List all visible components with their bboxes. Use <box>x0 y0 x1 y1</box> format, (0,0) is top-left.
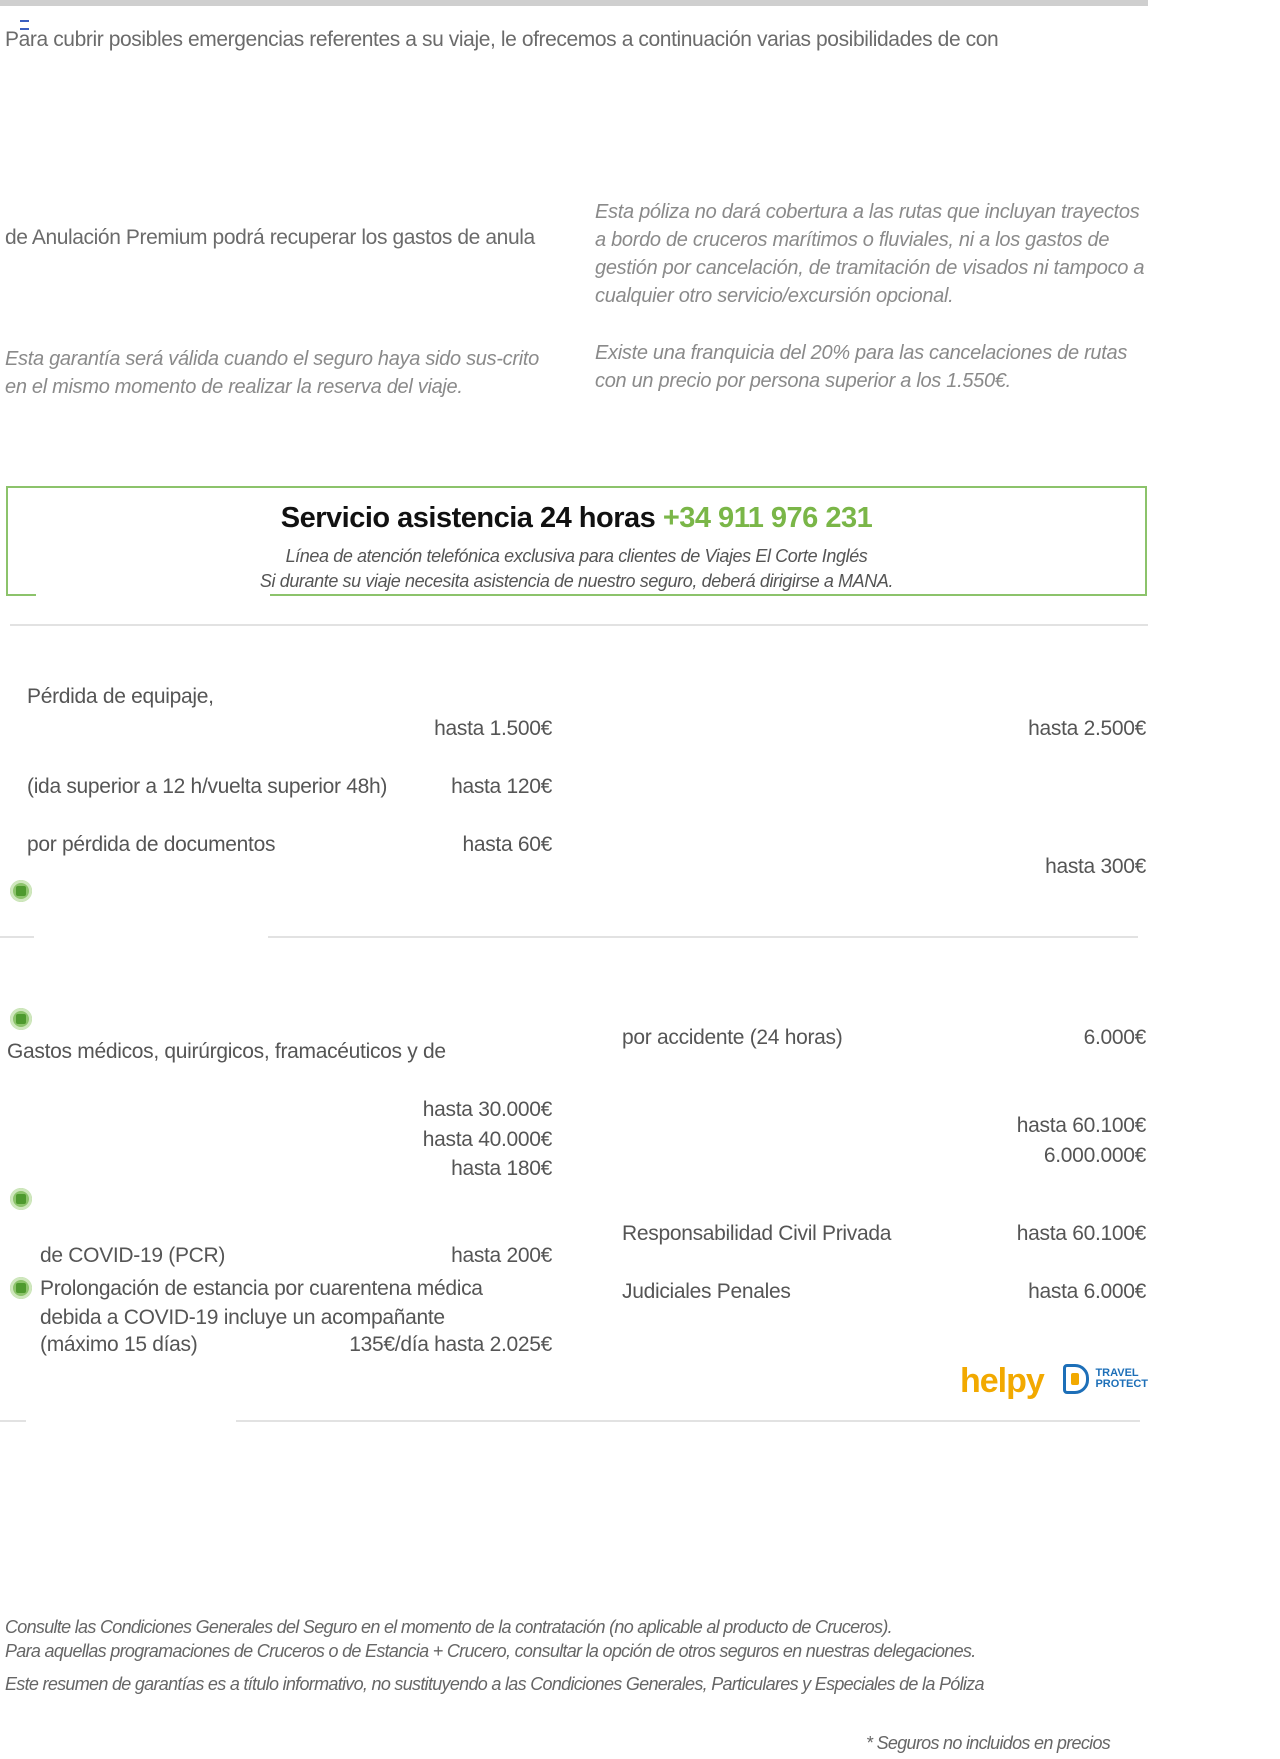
penal-value: hasta 6.000€ <box>1028 1280 1146 1303</box>
assistance-box-gap <box>36 594 270 600</box>
medical-value-3: hasta 180€ <box>451 1157 552 1180</box>
section-divider-2-gap <box>34 933 268 941</box>
travel-protect-text-1: TRAVEL <box>1095 1367 1139 1379</box>
intro-text: Para cubrir posibles emergencias referentes a su viaje, le ofrecemos a continuación varias posibilidades de con <box>5 28 999 51</box>
luggage-right-value-2: hasta 300€ <box>1045 855 1146 878</box>
covid-pcr-label: de COVID-19 (PCR) <box>40 1244 226 1267</box>
shield-icon <box>10 1277 32 1299</box>
accident-value: 6.000€ <box>1083 1026 1146 1049</box>
civil-liability-value: hasta 60.100€ <box>1016 1222 1146 1245</box>
quarantine-value: 135€/día hasta 2.025€ <box>349 1333 552 1356</box>
accident-value-2: hasta 60.100€ <box>1016 1114 1146 1137</box>
luggage-delay-value: hasta 120€ <box>451 775 552 798</box>
luggage-delay-label: (ida superior a 12 h/vuelta superior 48h) <box>27 775 388 798</box>
assistance-box <box>6 486 1147 596</box>
medical-expenses-label: Gastos médicos, quirúrgicos, framacéuticos y de <box>7 1040 446 1063</box>
footer-line-1: Consulte las Condiciones Generales del Seguro en el momento de la contratación (no aplicable al producto de Cruceros). <box>5 1617 892 1637</box>
penal-label: Judiciales Penales <box>622 1280 791 1303</box>
footer-line-3: Este resumen de garantías es a título informativo, no sustituyendo a las Condiciones Generales, Particulares y Especiales de la Póliza <box>5 1674 984 1694</box>
medical-value-1: hasta 30.000€ <box>422 1098 552 1121</box>
medical-value-2: hasta 40.000€ <box>422 1128 552 1151</box>
helpy-logo: helpy <box>960 1362 1044 1400</box>
cancellation-line: de Anulación Premium podrá recuperar los gastos de anula <box>5 226 535 249</box>
top-rule <box>0 0 1148 6</box>
shield-icon <box>10 1008 32 1030</box>
shield-icon <box>10 1188 32 1210</box>
quarantine-label: Prolongación de estancia por cuarentena médica debida a COVID-19 incluye un acompañante <box>40 1277 483 1329</box>
footer-line-2: Para aquellas programaciones de Cruceros o de Estancia + Crucero, consultar la opción de otros seguros en nuestras delegaciones. <box>5 1641 976 1661</box>
cancellation-exclusion: Esta póliza no dará cobertura a las rutas que incluyan trayectos a bordo de cruceros marítimos o fluviales, ni a los gastos de gestión por cancelación, de tramitación de visados ni tampoco a cualquier otro servicio/excursión opcional. <box>595 201 1145 307</box>
accident-value-3: 6.000.000€ <box>1043 1144 1146 1167</box>
luggage-right-value-1: hasta 2.500€ <box>1028 717 1146 740</box>
assistance-line-2: Si durante su viaje necesita asistencia de nuestro seguro, deberá dirigirse a MANA. <box>259 571 894 591</box>
assistance-title <box>8 502 1145 535</box>
luggage-loss-label: Pérdida de equipaje, <box>27 685 214 708</box>
covid-pcr-value: hasta 200€ <box>451 1244 552 1267</box>
accident-label: por accidente (24 horas) <box>622 1026 843 1049</box>
assistance-line-1: Línea de atención telefónica exclusiva para clientes de Viajes El Corte Inglés <box>285 546 868 566</box>
luggage-docs-value: hasta 60€ <box>462 833 552 856</box>
travel-protect-logo <box>1063 1364 1148 1394</box>
assistance-phone[interactable]: +34 911 976 231 <box>662 502 873 534</box>
quarantine-days: (máximo 15 días) <box>40 1333 198 1356</box>
section-divider-1 <box>10 624 1148 626</box>
assistance-title-text: Servicio asistencia 24 horas <box>280 502 656 534</box>
footer-note: * Seguros no incluidos en precios <box>866 1733 1111 1753</box>
travel-protect-icon <box>1063 1364 1089 1394</box>
shield-icon <box>10 880 32 902</box>
luggage-loss-value: hasta 1.500€ <box>434 717 552 740</box>
cancellation-franchise: Existe una franquicia del 20% para las cancelaciones de rutas con un precio por persona superior a los 1.550€. <box>595 342 1128 392</box>
civil-liability-label: Responsabilidad Civil Privada <box>622 1222 892 1245</box>
section-divider-3-gap <box>26 1417 236 1425</box>
travel-protect-text-2: PROTECT <box>1095 1378 1149 1390</box>
luggage-docs-label: por pérdida de documentos <box>27 833 276 856</box>
cancellation-validity: Esta garantía será válida cuando el seguro haya sido sus-crito en el mismo momento de realizar la reserva del viaje. <box>5 348 539 398</box>
